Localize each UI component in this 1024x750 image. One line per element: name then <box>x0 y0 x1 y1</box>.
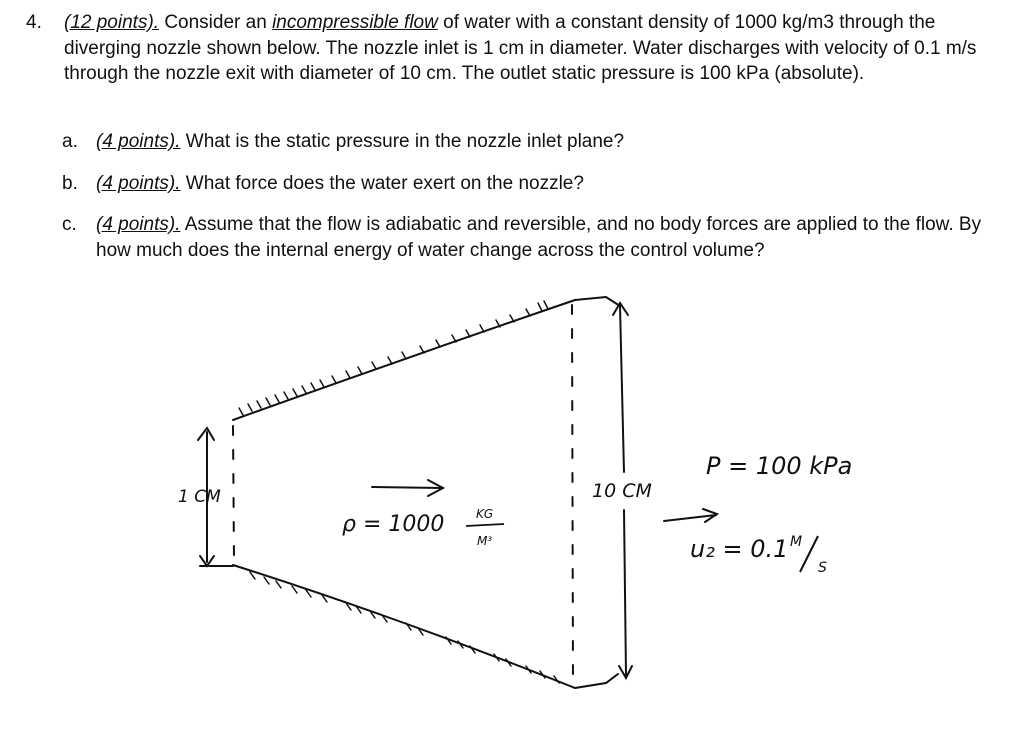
part-points: (4 points). <box>96 173 181 194</box>
part-label: c. <box>62 214 77 235</box>
question-text-2: of water with a constant density of 1000 kg/m3 through the diverging nozzle shown below. The nozzle inlet is 1 cm in diameter. Water discharges with velocity of 0.1 m/s through the nozzle exit with diameter of 10 cm. The outlet static pressure is 100 kPa (absolute). <box>64 12 977 84</box>
exit-top-tick <box>575 297 620 306</box>
density-unit-denominator: M³ <box>477 534 493 548</box>
outlet-pressure-label: P = 100 kPa <box>706 452 853 480</box>
outlet-control-surface <box>572 305 573 682</box>
top-wall-hatching <box>239 301 548 415</box>
part-text: What is the static pressure in the nozzle inlet plane? <box>185 131 625 152</box>
outlet-diameter-label: 10 CM <box>592 480 652 502</box>
velocity-unit-numerator: M <box>790 534 803 550</box>
part-label: a. <box>62 131 78 152</box>
outlet-velocity-label: u₂ = 0.1 <box>690 535 789 563</box>
question-term: incompressible flow <box>272 12 438 33</box>
nozzle-bottom-wall <box>233 565 575 688</box>
question-number: 4. <box>26 12 42 33</box>
inlet-control-surface <box>233 426 234 560</box>
nozzle-top-wall <box>233 300 575 420</box>
velocity-unit-slash <box>800 536 818 572</box>
velocity-unit-denominator: S <box>818 560 827 576</box>
density-unit-numerator: KG <box>476 507 494 521</box>
part-text: Assume that the flow is adiabatic and reversible, and no body forces are applied to the flow. By how much does the internal energy of water change across the control volume? <box>96 214 982 261</box>
part-text: What force does the water exert on the nozzle? <box>185 173 584 194</box>
flow-arrow-shaft <box>372 487 442 488</box>
outlet-dimension-lower <box>624 510 626 675</box>
density-label: ρ = 1000 <box>342 512 445 537</box>
part-points: (4 points). <box>96 214 181 235</box>
part-label: b. <box>62 173 78 194</box>
exit-bottom-tick <box>575 674 618 688</box>
part-points: (4 points). <box>96 131 181 152</box>
bottom-wall-hatching <box>250 572 559 683</box>
outlet-dimension-upper <box>620 306 624 472</box>
density-fraction-bar <box>466 524 504 526</box>
question-text-1: Consider an <box>164 12 267 33</box>
inlet-diameter-label: 1 CM <box>178 487 221 507</box>
question-points: (12 points). <box>64 12 160 33</box>
